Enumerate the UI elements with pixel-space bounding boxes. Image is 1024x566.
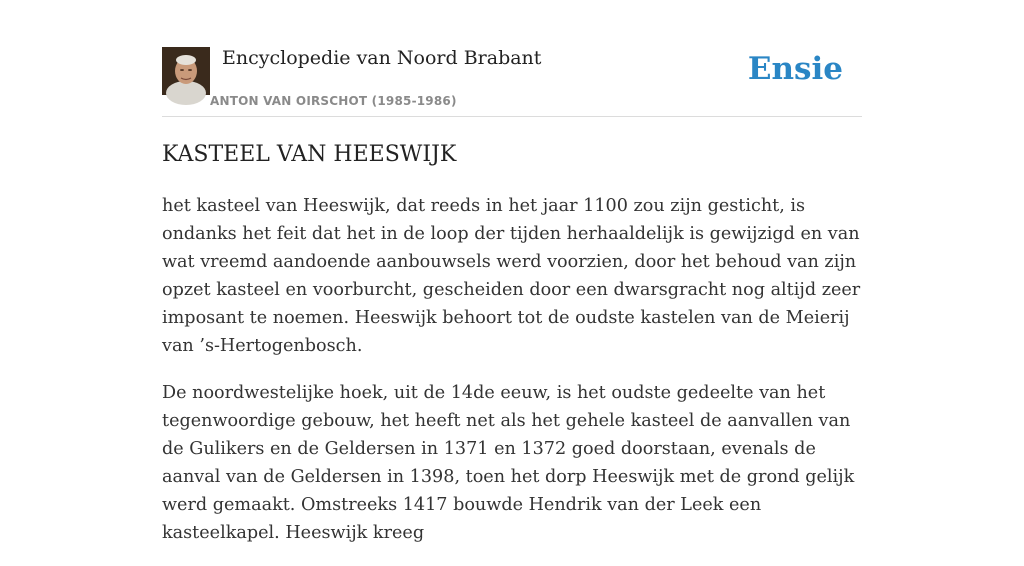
article-body xyxy=(162,192,862,566)
article-container xyxy=(162,0,862,543)
author-avatar[interactable] xyxy=(162,47,210,95)
source-title-link[interactable]: Encyclopedie van Noord Brabant xyxy=(222,47,542,69)
article-title: KASTEEL VAN HEESWIJK xyxy=(162,142,457,167)
ensie-logo[interactable]: Ensie xyxy=(747,51,843,87)
article-paragraph: De noordwestelijke hoek, uit de 14de eeuw, is het oudste gedeelte van het tegenwoordige gebouw, het heeft net als het gehele kasteel de aanvallen van de Gulikers en de Geldersen in 1371 en 1372 goed doorstaan, evenals de aanval van de Geldersen in 1398, toen het dorp Heeswijk met de grond gelijk werd gemaakt. Omstreeks 1417 bouwde Hendrik van der Leek een kasteelkapel. Heeswijk kreeg xyxy=(162,383,855,543)
article-paragraph: het kasteel van Heeswijk, dat reeds in het jaar 1100 zou zijn gesticht, is ondanks het feit dat het in de loop der tijden herhaaldelijk is gewijzigd en van wat vreemd aandoende aanbouwsels werd voorzien, door het behoud van zijn opzet kasteel en voorburcht, gescheiden door een dwarsgracht nog altijd zeer imposant te noemen. Heeswijk behoort tot de oudste kastelen van de Meierij van ’s-Hertogenbosch. xyxy=(162,196,861,356)
article-header xyxy=(162,0,862,117)
author-name: ANTON VAN OIRSCHOT (1985-1986) xyxy=(210,94,457,108)
